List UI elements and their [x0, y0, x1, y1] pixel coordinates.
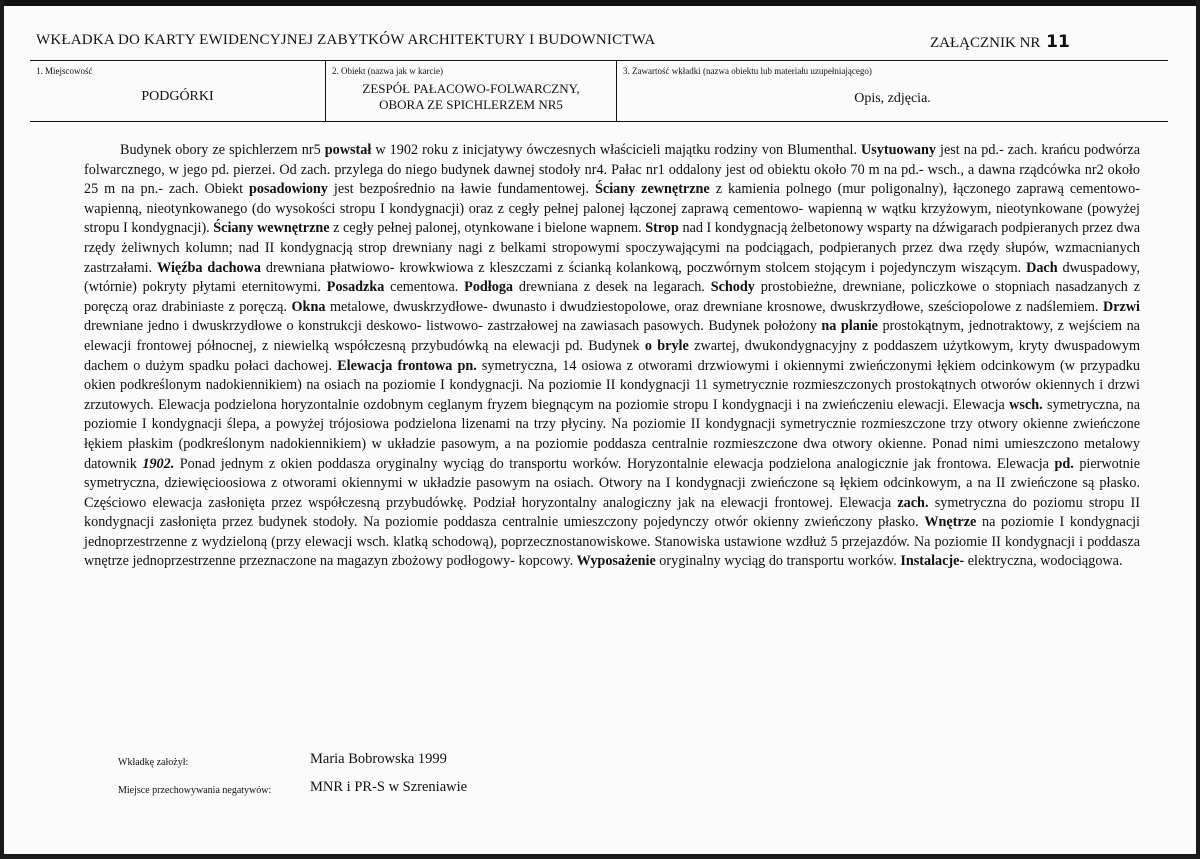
- locality-label: 1. Miejscowość: [36, 66, 93, 76]
- bold-term: powstał: [324, 142, 372, 158]
- text-run: zwartej, dwukondygnacyjny z poddaszem użytkowym, kryty dwuspadowym dachem o dużym spadku połaci dachowej.: [84, 337, 1140, 374]
- text-run: drewniana z desek na legarach.: [513, 279, 711, 296]
- text-run: z kamienia polnego (mur poligonalny), łączonego zaprawą cementowo- wapienną, nieotynkowanego (do wysokości stropu I kondygnacji) oraz z cegły pełnej palonej łączonej zaprawą cementowo- wapienną w wątku krzyżowym, nieotynkowane (powyżej stropu I kondygnacji).: [84, 181, 1140, 237]
- bold-term: Wyposażenie: [576, 553, 656, 570]
- storage-label: Miejsce przechowywania negatywów:: [118, 785, 272, 796]
- bold-term: o bryle: [644, 337, 689, 354]
- text-run: dwuspadowy, (wtórnie) pokryty płytami eternitowymi.: [84, 259, 1141, 296]
- text-run: prostobieżne, drewniane, policzkowe o stopniach nasadzanych z poręczą oraz drabiniaste z poręczą.: [84, 279, 1140, 315]
- bold-term: Więźba dachowa: [157, 259, 261, 276]
- object-cell: [325, 61, 616, 121]
- scan-border-top: [0, 0, 1200, 6]
- description-paragraph: [84, 141, 1140, 572]
- text-run: drewniane jedno i dwuskrzydłowe o konstrukcji deskowo- listwowo- zastrzałowej na zawiasach pasowych. Budynek położony: [84, 318, 822, 335]
- annex-label-text: ZAŁĄCZNIK NR: [930, 35, 1041, 51]
- text-run: pierwotnie symetryczna, dziewięcioosiowa z otworami okiennymi w układzie pasowym na osiach. Otwory na I kondygnacji zwieńczone są łękiem odcinkowym, a na II zwieńczone są płasko. Częściowo elewacja zasłonięta przez współczesną przybudówkę. Podział horyzontalny analogiczny jak na elewacji frontowej. Elewacja: [84, 455, 1140, 511]
- bold-term: Podłoga: [464, 279, 514, 296]
- scan-border-right: [1196, 0, 1200, 859]
- text-run: jest na pd.- zach. krańcu podwórza folwarcznego, w jego pd. pierzei. Od zach. przylega do niego budynek dawnej stodoły nr4. Pałac nr1 oddalony jest od obiektu około 70 m na pd.- wsch., a dawna rządcówka nr2 około 25 m na pn.- zach. Obiekt: [84, 142, 1141, 198]
- object-value-line2: OBORA ZE SPICHLERZEM NR5: [379, 97, 563, 112]
- document-title: WKŁADKA DO KARTY EWIDENCYJNEJ ZABYTKÓW ARCHITEKTURY I BUDOWNICTWA: [36, 32, 656, 48]
- metadata-table: [30, 60, 1168, 122]
- text-run: w 1902 roku z inicjatywy ówczesnych właścicieli majątku rodziny von Blumenthal.: [371, 142, 862, 158]
- contents-cell: [616, 61, 1168, 121]
- text-run: symetryczna do poziomu stropu II kondygnacji zasłonięta przez budynek stodoły. Na poziomie poddasza centralnie umieszczony pojedynczy otwór okienny zwieńczony płasko.: [84, 494, 1141, 531]
- locality-value: PODGÓRKI: [141, 89, 214, 104]
- bold-term: Posadzka: [326, 279, 385, 296]
- object-value: [326, 81, 616, 113]
- text-run: symetryczna, 14 osiowa z otworami drzwiowymi i okiennymi zwieńczonymi łękiem odcinkowym (w przypadku okien podkreślonym nadokiennikiem) na osiach na poziomie I kondygnacji. Na poziomie II kondygnacji 11 symetrycznie rozmieszczonych prostokątnych otworów okiennych i drzwi zrzutowych. Elewacja podzielona horyzontalnie ozdobnym ceglanym fryzem biegnącym na poziomie stropu I kondygnacji i na zwieńczeniu elewacji. Elewacja: [84, 357, 1140, 413]
- text-run: symetryczna, na poziomie I kondygnacji ślepa, a powyżej trójosiowa podzielona lizenami na trzy płyciny. Na poziomie II kondygnacji symetrycznie rozmieszczone trzy otwory okienne zwieńczone łękiem płaskim (podkreślonym nadokiennikiem) w układzie pasowym, a na poziomie poddasza centralnie rozmieszczone dwa otwory okienne. Ponad nimi umieszczono metalowy datownik: [84, 396, 1140, 472]
- bold-term: Ściany wewnętrzne: [213, 220, 330, 237]
- bold-term: pd.: [1054, 455, 1074, 472]
- object-value-line1: ZESPÓŁ PAŁACOWO-FOLWARCZNY,: [362, 81, 580, 96]
- bold-term: posadowiony: [249, 181, 328, 198]
- author-label: Wkładkę założył:: [118, 757, 189, 768]
- text-run: Ponad jednym z okien poddasza oryginalny wyciąg do transportu worków. Horyzontalnie elewacja podzielona analogicznie jak frontowa. Elewacja: [174, 455, 1055, 472]
- text-run: jest bezpośrednio na ławie fundamentowej.: [327, 181, 595, 198]
- bold-term: zach.: [897, 494, 929, 511]
- text-run: z cegły pełnej palonej, otynkowane i bielone wapnem.: [329, 220, 646, 237]
- bold-term: Wnętrze: [924, 514, 977, 531]
- contents-label: 3. Zawartość wkładki (nazwa obiektu lub materiału uzupełniającego): [623, 66, 872, 76]
- bold-term: Strop: [645, 220, 679, 237]
- bold-term: Drzwi: [1102, 298, 1140, 315]
- scan-border-bottom: [0, 854, 1200, 859]
- bold-term: Okna: [291, 298, 326, 315]
- bold-term: na planie: [821, 318, 878, 335]
- scan-border-left: [0, 0, 4, 859]
- text-run: prostokątnym, jednotraktowy, z wejściem na elewacji frontowej północnej, z niewielką współczesną przybudówką na elewacji pd. Budynek: [84, 318, 1140, 354]
- bold-term: Instalacje-: [900, 553, 965, 570]
- bold-term: Ściany zewnętrzne: [595, 181, 710, 198]
- text-run: oryginalny wyciąg do transportu worków.: [655, 553, 901, 570]
- annex-label: [930, 32, 1070, 52]
- bold-term: Dach: [1026, 259, 1058, 276]
- text-run: Budynek obory ze spichlerzem nr5: [120, 142, 325, 158]
- bold-term: 1902.: [142, 455, 175, 472]
- text-run: drewniana płatwiowo- krowkwiowa z kleszczami z ścianką kolankową, poczwórnym stolcem stojącym i pojedynczym wiszącym.: [260, 259, 1027, 276]
- text-run: nad I kondygnacją żelbetonowy wsparty na dźwigarach podpieranych przez dwa rzędy żeliwnych kolumn; nad II kondygnacją strop drewniany nagi z belkami stropowymi spoczywającymi na podciągach, podpieranych przez dwa rzędy słupów, wzmacnianych zastrzałami.: [84, 220, 1140, 276]
- annex-number: 11: [1046, 32, 1070, 52]
- bold-term: Elewacja frontowa pn.: [337, 357, 477, 374]
- text-run: elektryczna, wodociągowa.: [964, 553, 1123, 570]
- bold-term: Schody: [710, 279, 755, 296]
- bold-term: wsch.: [1009, 396, 1043, 413]
- contents-value: Opis, zdjęcia.: [854, 91, 931, 106]
- object-label: 2. Obiekt (nazwa jak w karcie): [332, 66, 443, 76]
- text-run: metalowe, dwuskrzydłowe- dwunasto i dwudziestopolowe, oraz drewniane krosnowe, dwuskrzydłowe, sześciopolowe z nadślemiem.: [325, 298, 1103, 315]
- text-run: na poziomie I kondygnacji jednoprzestrzenne z wydzieloną (przy elewacji wsch. klatką schodową), poprzecznostanowiskowe. Stanowiska ustawione wzdłuż 5 przejazdów. Na poziomie II kondygnacji i poddasza wnętrze jednoprzestrzenne przeznaczone na magazyn zbożowy podłogowy- kopcowy.: [84, 514, 1140, 570]
- storage-value: MNR i PR-S w Szreniawie: [310, 779, 468, 795]
- author-value: Maria Bobrowska 1999: [310, 751, 447, 767]
- locality-cell: [30, 61, 325, 121]
- text-run: cementowa.: [384, 279, 465, 296]
- bold-term: Usytuowany: [861, 142, 936, 158]
